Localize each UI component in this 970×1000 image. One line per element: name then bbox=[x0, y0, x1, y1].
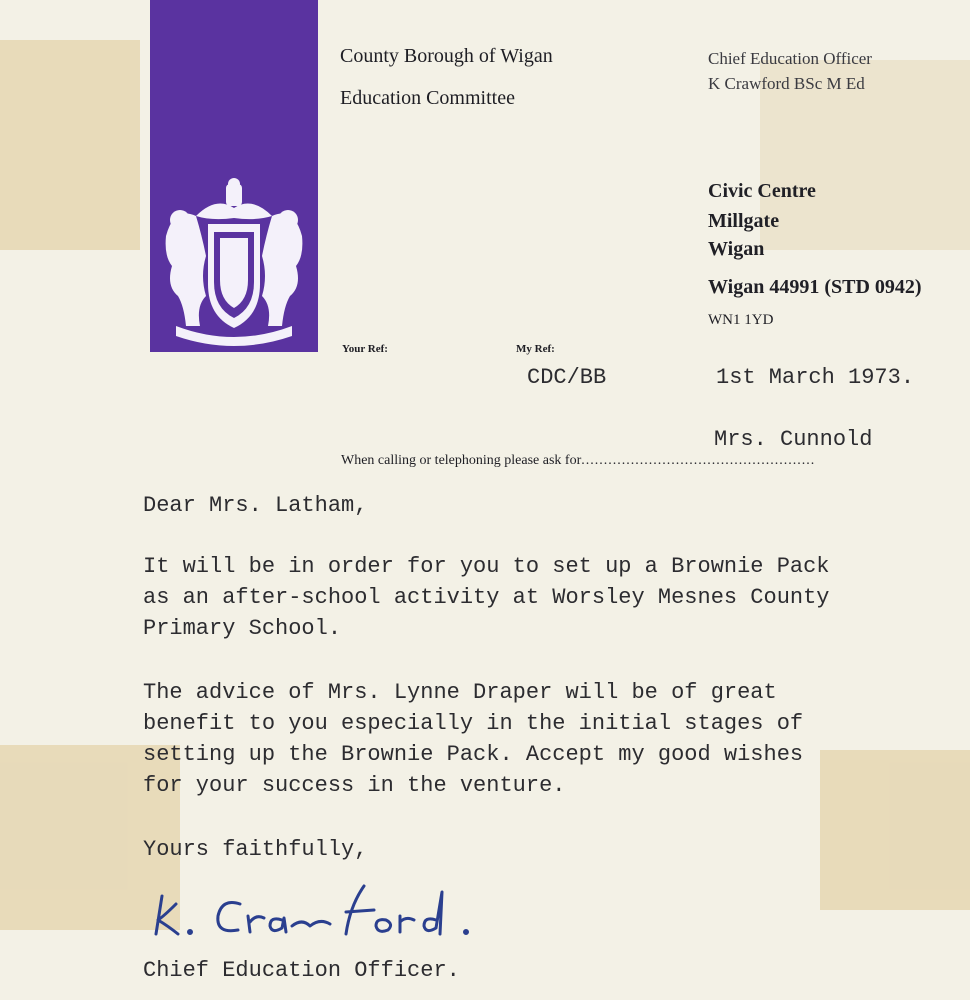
closing: Yours faithfully, bbox=[143, 837, 368, 862]
org-name: County Borough of Wigan bbox=[340, 45, 553, 67]
officer-title: Chief Education Officer bbox=[708, 49, 872, 68]
address-line-3: Wigan bbox=[708, 238, 765, 260]
paragraph-2-line: for your success in the venture. bbox=[143, 773, 566, 798]
paragraph-1-line: It will be in order for you to set up a Brownie Pack bbox=[143, 554, 830, 579]
paragraph-2-line: setting up the Brownie Pack. Accept my good wishes bbox=[143, 742, 804, 767]
my-ref-label: My Ref: bbox=[516, 343, 555, 355]
paragraph-2-line: benefit to you especially in the initial stages of bbox=[143, 711, 804, 736]
tape-bottom-right bbox=[820, 750, 970, 910]
contact-dotted-leader: .................................................... bbox=[581, 453, 816, 468]
officer-name: K Crawford BSc M Ed bbox=[708, 74, 865, 93]
postcode: WN1 1YD bbox=[708, 312, 774, 328]
signature-mark bbox=[150, 876, 510, 946]
contact-name: Mrs. Cunnold bbox=[714, 427, 873, 452]
letter-date: 1st March 1973. bbox=[716, 365, 915, 390]
address-line-2: Millgate bbox=[708, 210, 780, 232]
telephone: Wigan 44991 (STD 0942) bbox=[708, 276, 922, 298]
tape-top-left bbox=[0, 40, 140, 250]
signatory-title: Chief Education Officer. bbox=[143, 958, 460, 983]
handwritten-signature bbox=[150, 876, 510, 957]
my-ref-value: CDC/BB bbox=[527, 365, 607, 390]
paragraph-2 bbox=[143, 677, 803, 801]
paragraph-1 bbox=[143, 551, 830, 644]
org-committee: Education Committee bbox=[340, 87, 515, 109]
coat-of-arms-icon bbox=[156, 176, 312, 346]
crest-panel bbox=[150, 0, 318, 352]
salutation: Dear Mrs. Latham, bbox=[143, 493, 368, 518]
contact-prompt bbox=[341, 453, 815, 469]
address-line-1: Civic Centre bbox=[708, 180, 816, 202]
paragraph-1-line: as an after-school activity at Worsley Mesnes County bbox=[143, 585, 830, 610]
paragraph-1-line: Primary School. bbox=[143, 616, 342, 641]
your-ref-label: Your Ref: bbox=[342, 343, 388, 355]
contact-prompt-text: When calling or telephoning please ask for bbox=[341, 453, 582, 468]
paragraph-2-line: The advice of Mrs. Lynne Draper will be of great bbox=[143, 680, 777, 705]
